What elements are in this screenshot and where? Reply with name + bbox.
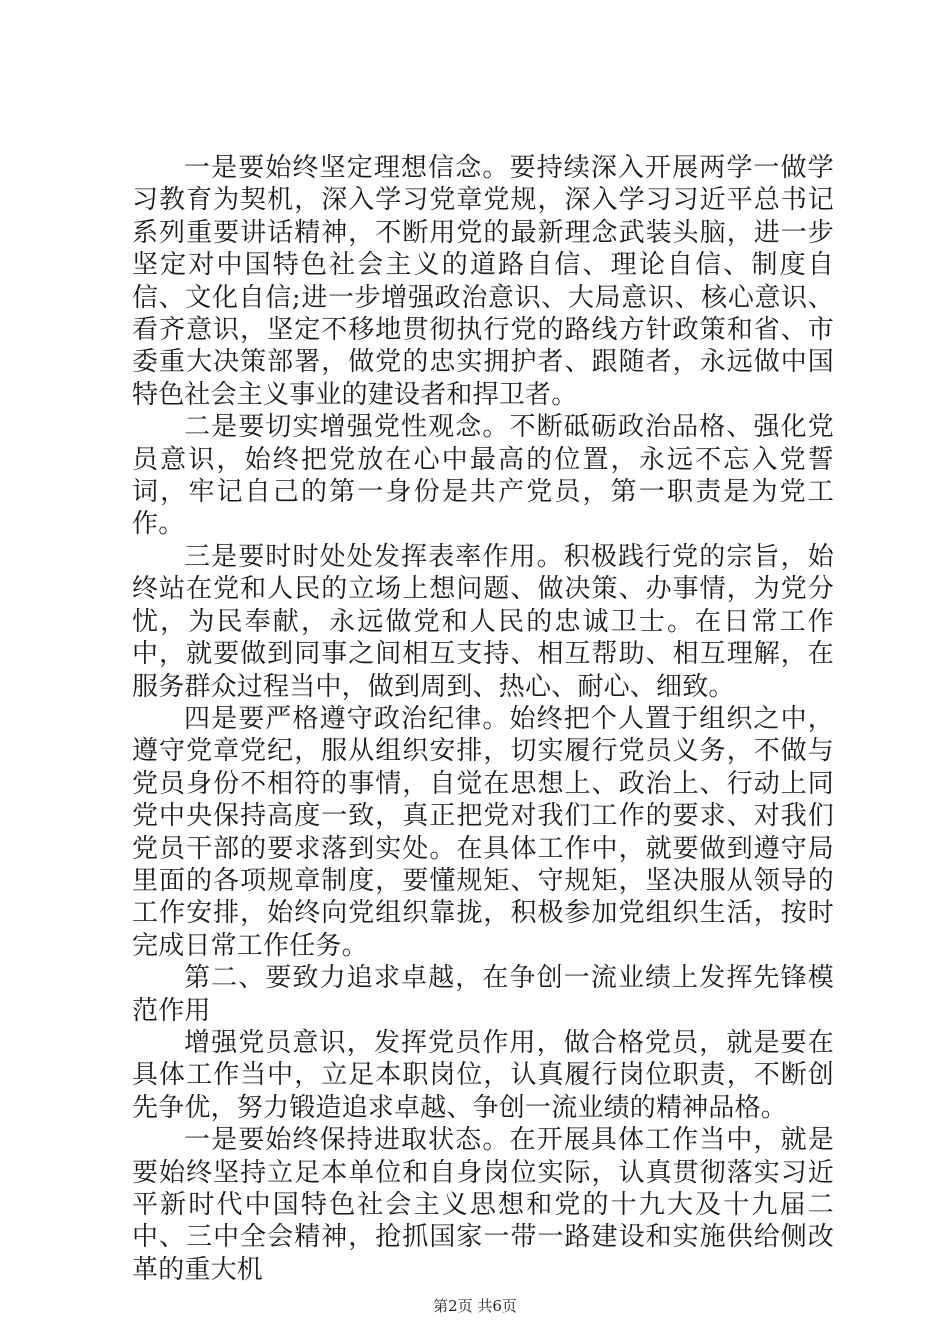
paragraph-5: 增强党员意识，发挥党员作用，做合格党员，就是要在具体工作当中，立足本职岗位，认真履行岗位职责，不断创先争优，努力锻造追求卓越、争创一流业绩的精神品格。 [132,1027,834,1123]
paragraph-3: 三是要时时处处发挥表率作用。积极践行党的宗旨，始终站在党和人民的立场上想问题、做决策、办事情，为党分忧，为民奉献，永远做党和人民的忠诚卫士。在日常工作中，就要做到同事之间相互支持、相互帮助、相互理解，在服务群众过程当中，做到周到、热心、耐心、细致。 [132,541,834,702]
section-heading: 第二、要致力追求卓越，在争创一流业绩上发挥先锋模范作用 [132,963,834,1026]
paragraph-4: 四是要严格遵守政治纪律。始终把个人置于组织之中，遵守党章党纪，服从组织安排，切实履行党员义务，不做与党员身份不相符的事情，自觉在思想上、政治上、行动上同党中央保持高度一致，真正把党对我们工作的要求、对我们党员干部的要求落到实处。在具体工作中，就要做到遵守局里面的各项规章制度，要懂规矩、守规矩，坚决服从领导的工作安排，始终向党组织靠拢，积极参加党组织生活，按时完成日常工作任务。 [132,703,834,961]
paragraph-2: 二是要切实增强党性观念。不断砥砺政治品格、强化党员意识，始终把党放在心中最高的位置，永远不忘入党誓词，牢记自己的第一身份是共产党员，第一职责是为党工作。 [132,412,834,540]
paragraph-1: 一是要始终坚定理想信念。要持续深入开展两学一做学习教育为契机，深入学习党章党规，深入学习习近平总书记系列重要讲话精神，不断用党的最新理念武装头脑，进一步坚定对中国特色社会主义的道路自信、理论自信、制度自信、文化自信;进一步增强政治意识、大局意识、核心意识、看齐意识，坚定不移地贯彻执行党的路线方针政策和省、市委重大决策部署，做党的忠实拥护者、跟随者，永远做中国特色社会主义事业的建设者和捍卫者。 [132,153,834,410]
paragraph-6: 一是要始终保持进取状态。在开展具体工作当中，就是要始终坚持立足本单位和自身岗位实际，认真贯彻落实习近平新时代中国特色社会主义思想和党的十九大及十九届二中、三中全会精神，抢抓国家一带一路建设和实施供给侧改革的重大机 [132,1125,834,1285]
page-number-footer: 第2页 共6页 [433,1297,517,1315]
document-body [132,152,834,1286]
